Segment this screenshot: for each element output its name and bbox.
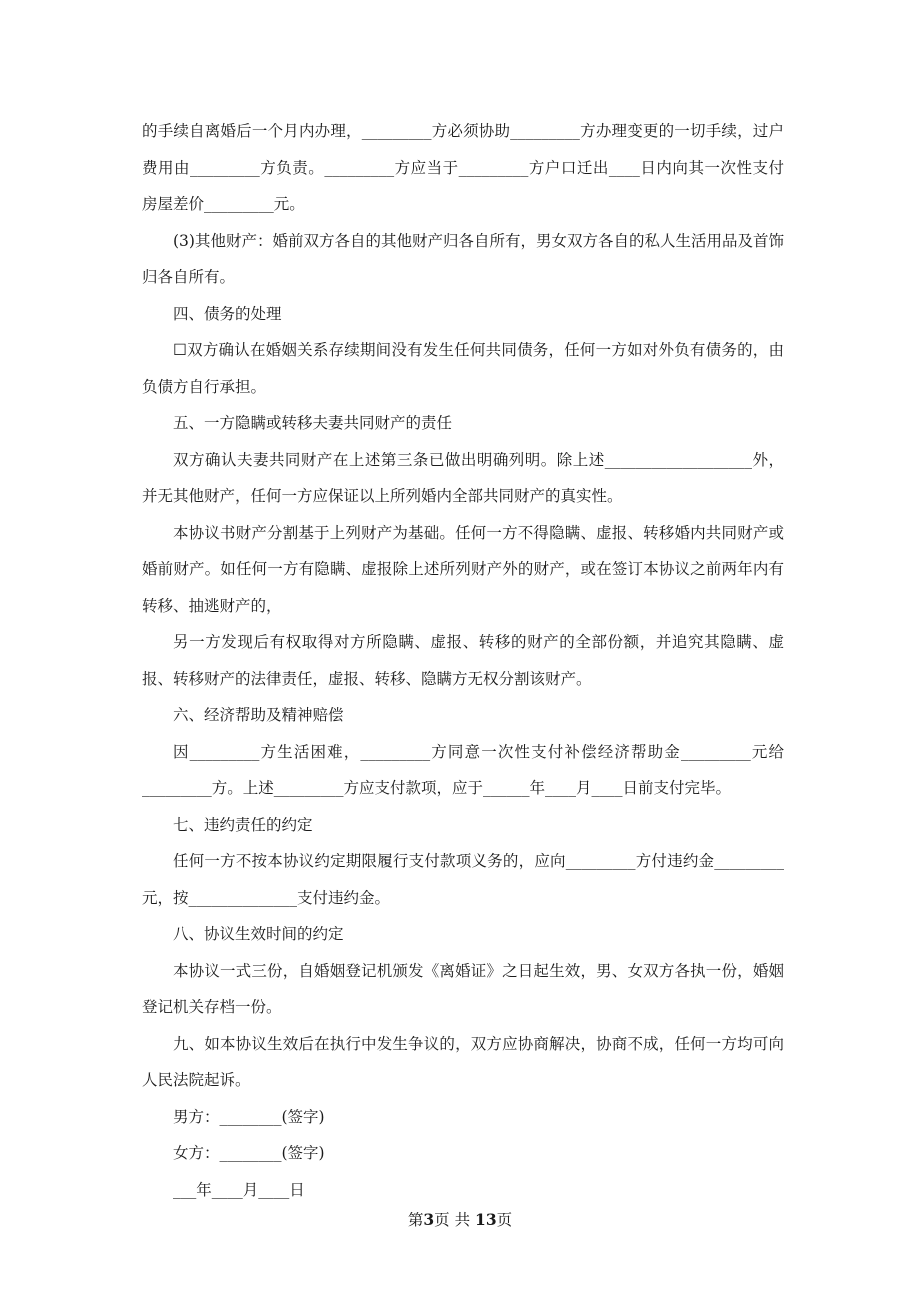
- paragraph-discovery: 另一方发现后有权取得对方所隐瞒、虚报、转移的财产的全部份额，并追究其隐瞒、虚报、转移财产的法律责任，虚报、转移、隐瞒方无权分割该财产。: [142, 633, 784, 688]
- paragraph-basis: 本协议书财产分割基于上列财产为基础。任何一方不得隐瞒、虚报、转移婚内共同财产或婚前财产。如任何一方有隐瞒、虚报除上述所列财产外的财产，或在签订本协议之前两年内有转移、抽逃财产的，: [142, 523, 784, 615]
- signature-female: 女方：________(签字): [173, 1144, 325, 1162]
- footer-current-page: 3: [423, 1210, 435, 1229]
- signature-date: ___年____月____日: [173, 1180, 305, 1199]
- heading-concealment: 五、一方隐瞒或转移夫妻共同财产的责任: [173, 414, 453, 432]
- paragraph-house-transfer: 的手续自离婚后一个月内办理，_________方必须协助_________方办理变更的一切手续，过户费用由_________方负责。_________方应当于_________方户口迁出____日内向其一次性支付房屋差价_________元。: [142, 122, 784, 213]
- footer-total-pages: 13: [475, 1210, 497, 1229]
- paragraph-compensation: 因_________方生活困难，_________方同意一次性支付补偿经济帮助金_________元给_________方。上述_________方应支付款项，应于______年____月____日前支付完毕。: [142, 742, 784, 797]
- footer-middle: 页 共: [434, 1211, 471, 1229]
- document-body: [142, 113, 784, 1208]
- footer-prefix: 第: [407, 1211, 424, 1229]
- page-footer: [0, 1210, 920, 1230]
- heading-compensation: 六、经济帮助及精神赔偿: [173, 706, 344, 724]
- footer-suffix: 页: [496, 1211, 513, 1229]
- heading-effective-time: 八、协议生效时间的约定: [173, 925, 344, 943]
- paragraph-effective: 本协议一式三份，自婚姻登记机颁发《离婚证》之日起生效，男、女双方各执一份，婚姻登记机关存档一份。: [142, 961, 784, 1016]
- paragraph-other-property: (3)其他财产：婚前双方各自的其他财产归各自所有，男女双方各自的私人生活用品及首饰归各自所有。: [142, 231, 784, 286]
- heading-debt: 四、债务的处理: [173, 304, 282, 323]
- paragraph-breach: 任何一方不按本协议约定期限履行支付款项义务的，应向_________方付违约金_________元，按______________支付违约金。: [142, 852, 784, 907]
- signature-male: 男方：________(签字): [173, 1107, 325, 1126]
- paragraph-debt: ☐双方确认在婚姻关系存续期间没有发生任何共同债务，任何一方如对外负有债务的，由负债方自行承担。: [142, 341, 784, 396]
- paragraph-dispute: 九、如本协议生效后在执行中发生争议的，双方应协商解决，协商不成，任何一方均可向人民法院起诉。: [142, 1034, 784, 1089]
- heading-breach: 七、违约责任的约定: [173, 815, 313, 834]
- paragraph-confirmation: 双方确认夫妻共同财产在上述第三条已做出明确列明。除上述___________________外，并无其他财产，任何一方应保证以上所列婚内全部共同财产的真实性。: [142, 450, 784, 505]
